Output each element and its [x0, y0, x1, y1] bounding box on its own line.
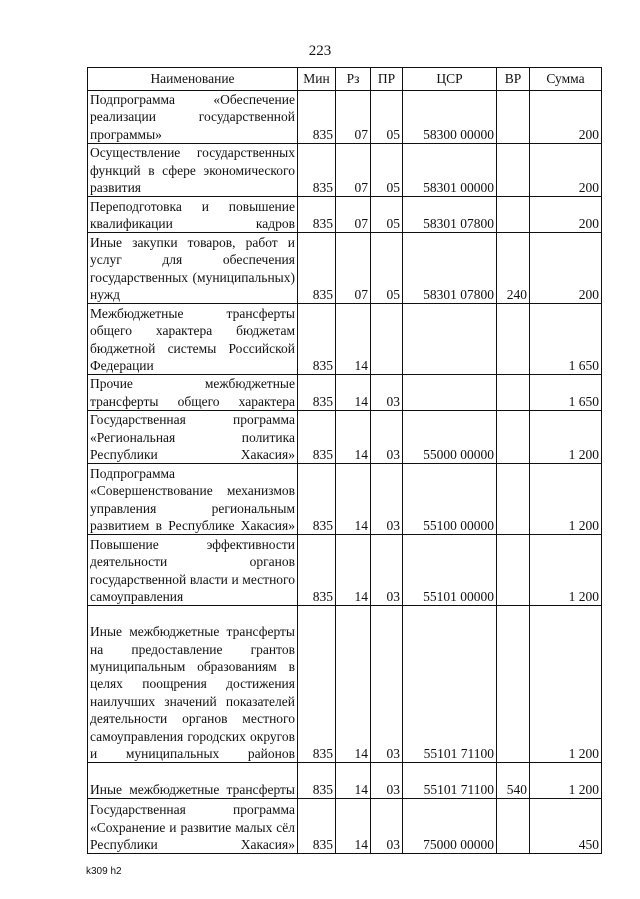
- row-min: 835: [298, 375, 336, 411]
- row-rz: 14: [336, 799, 371, 854]
- row-csr: 55101 71100: [403, 606, 497, 763]
- row-csr: 58301 07800: [403, 233, 497, 304]
- budget-table: [87, 67, 602, 854]
- row-name: Иные закупки товаров, работ и услуг для обеспечения государственных (муниципальных) нужд: [88, 233, 298, 304]
- row-min: 835: [298, 799, 336, 854]
- table-row: [88, 763, 602, 799]
- row-sum: 1 650: [530, 304, 602, 375]
- row-csr: 55100 00000: [403, 464, 497, 535]
- row-name: Подпрограмма «Обеспечение реализации государственной программы»: [88, 91, 298, 144]
- row-min: 835: [298, 91, 336, 144]
- row-name: Повышение эффективности деятельности органов государственной власти и местного самоуправления: [88, 535, 298, 606]
- header-min: Мин: [298, 68, 336, 91]
- row-min: 835: [298, 304, 336, 375]
- table-row: [88, 464, 602, 535]
- row-rz: 14: [336, 304, 371, 375]
- table-row: [88, 375, 602, 411]
- header-rz: Рз: [336, 68, 371, 91]
- row-csr: 55000 00000: [403, 411, 497, 464]
- row-name: Подпрограмма «Совершенствование механизмов управления региональным развитием в Республике Хакасия»: [88, 464, 298, 535]
- row-sum: 450: [530, 799, 602, 854]
- header-csr: ЦСР: [403, 68, 497, 91]
- table-row: [88, 91, 602, 144]
- row-min: 835: [298, 464, 336, 535]
- row-sum: 1 200: [530, 606, 602, 763]
- table-row: [88, 411, 602, 464]
- row-csr: 58301 07800: [403, 197, 497, 233]
- row-pr: 03: [371, 763, 403, 799]
- header-sum: Сумма: [530, 68, 602, 91]
- row-sum: 1 200: [530, 411, 602, 464]
- row-csr: 58300 00000: [403, 91, 497, 144]
- row-vr: 240: [497, 233, 530, 304]
- row-vr: 540: [497, 763, 530, 799]
- row-pr: 03: [371, 464, 403, 535]
- row-pr: 05: [371, 91, 403, 144]
- header-name: Наименование: [88, 68, 298, 91]
- row-vr: [497, 606, 530, 763]
- row-csr: 55101 71100: [403, 763, 497, 799]
- row-pr: 03: [371, 411, 403, 464]
- row-rz: 14: [336, 411, 371, 464]
- row-sum: 1 200: [530, 535, 602, 606]
- row-min: 835: [298, 535, 336, 606]
- table-row: [88, 144, 602, 197]
- row-rz: 14: [336, 464, 371, 535]
- row-min: 835: [298, 144, 336, 197]
- table-row: [88, 233, 602, 304]
- row-min: 835: [298, 606, 336, 763]
- row-name: Иные межбюджетные трансферты на предоставление грантов муниципальным образованиям в целях поощрения достижения наилучших значений показателей деятельности органов местного самоуправления городских округов и муниципальных районов: [88, 606, 298, 763]
- row-pr: [371, 304, 403, 375]
- row-rz: 07: [336, 91, 371, 144]
- row-rz: 07: [336, 233, 371, 304]
- row-sum: 1 200: [530, 763, 602, 799]
- row-vr: [497, 304, 530, 375]
- row-min: 835: [298, 197, 336, 233]
- row-name: Государственная программа «Региональная политика Республики Хакасия»: [88, 411, 298, 464]
- table-row: [88, 799, 602, 854]
- row-name: Осуществление государственных функций в сфере экономического развития: [88, 144, 298, 197]
- table-row: [88, 535, 602, 606]
- row-vr: [497, 197, 530, 233]
- row-sum: 200: [530, 197, 602, 233]
- row-name: Межбюджетные трансферты общего характера бюджетам бюджетной системы Российской Федерации: [88, 304, 298, 375]
- row-csr: 75000 00000: [403, 799, 497, 854]
- row-sum: 200: [530, 233, 602, 304]
- header-vr: ВР: [497, 68, 530, 91]
- row-sum: 1 650: [530, 375, 602, 411]
- row-name: Государственная программа «Сохранение и развитие малых сёл Республики Хакасия»: [88, 799, 298, 854]
- row-min: 835: [298, 411, 336, 464]
- row-vr: [497, 464, 530, 535]
- row-name: Переподготовка и повышение квалификации кадров: [88, 197, 298, 233]
- row-csr: 58301 00000: [403, 144, 497, 197]
- row-pr: 03: [371, 606, 403, 763]
- page-number: 223: [308, 43, 332, 59]
- header-pr: ПР: [371, 68, 403, 91]
- row-vr: [497, 799, 530, 854]
- row-csr: 55101 00000: [403, 535, 497, 606]
- table-row: [88, 304, 602, 375]
- row-rz: 14: [336, 535, 371, 606]
- table-header-row: [88, 68, 602, 91]
- row-name: Прочие межбюджетные трансферты общего характера: [88, 375, 298, 411]
- row-vr: [497, 91, 530, 144]
- row-pr: 05: [371, 144, 403, 197]
- row-pr: 03: [371, 535, 403, 606]
- row-sum: 200: [530, 91, 602, 144]
- row-min: 835: [298, 233, 336, 304]
- row-sum: 200: [530, 144, 602, 197]
- footer-code: k309 h2: [86, 866, 122, 877]
- row-pr: 05: [371, 233, 403, 304]
- row-pr: 03: [371, 799, 403, 854]
- row-vr: [497, 411, 530, 464]
- row-rz: 14: [336, 606, 371, 763]
- row-rz: 14: [336, 375, 371, 411]
- row-csr: [403, 304, 497, 375]
- row-name: Иные межбюджетные трансферты: [88, 763, 298, 799]
- table-row: [88, 197, 602, 233]
- row-pr: 03: [371, 375, 403, 411]
- row-min: 835: [298, 763, 336, 799]
- row-vr: [497, 144, 530, 197]
- row-rz: 07: [336, 144, 371, 197]
- row-vr: [497, 535, 530, 606]
- row-rz: 14: [336, 763, 371, 799]
- row-pr: 05: [371, 197, 403, 233]
- row-vr: [497, 375, 530, 411]
- row-sum: 1 200: [530, 464, 602, 535]
- table-row: [88, 606, 602, 763]
- row-csr: [403, 375, 497, 411]
- row-rz: 07: [336, 197, 371, 233]
